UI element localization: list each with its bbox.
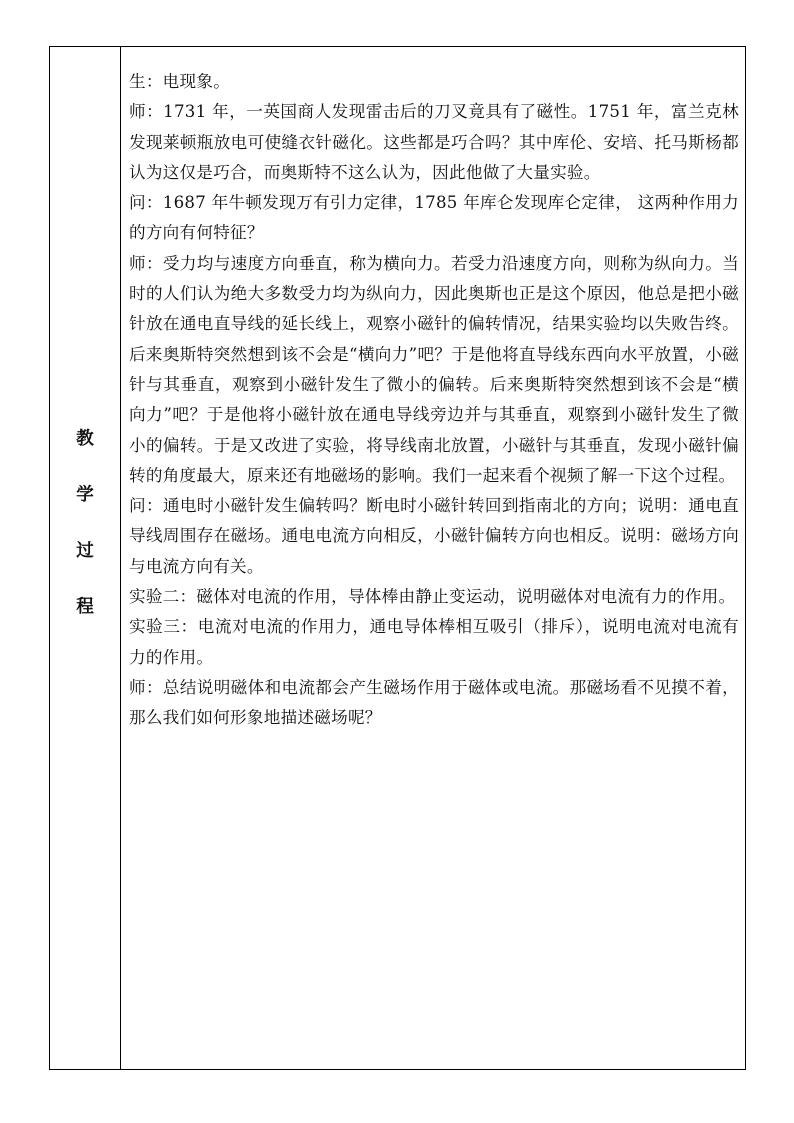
paragraph: 实验二：磁体对电流的作用，导体棒由静止变运动，说明磁体对电流有力的作用。 — [129, 587, 736, 607]
section-label-char: 教 — [76, 429, 94, 449]
section-label-char: 过 — [76, 541, 94, 561]
paragraph: 师：总结说明磁体和电流都会产生磁场作用于磁体或电流。那磁场看不见摸不着，那么我们如何形象地描述磁场呢？ — [129, 677, 739, 728]
paragraph: 实验三：电流对电流的作用力，通电导体棒相互吸引（排斥），说明电流对电流有力的作用。 — [129, 617, 739, 667]
paragraph: 生：电现象。 — [129, 72, 231, 91]
paragraph: 师：受力均与速度方向垂直，称为横向力。若受力沿速度方向，则称为纵向力。当时的人们认为绝大多数受力均为纵向力，因此奥斯也正是这个原因，他总是把小磁针放在通电直导线的延长线上，观察小磁针的偏转情况，结果实验均以失败告终。后来奥斯特突然想到该不会是“横向力”吧？于是他将直导线东西向水平放置，小磁针与其垂直，观察到小磁针发生了微小的偏转。后来奥斯特突然想到该不会是“横向力”吧？于是他将小磁针放在通电导线旁边并与其垂直，观察到小磁针发生了微小的偏转。于是又改进了实验，将导线南北放置，小磁针与其垂直，发现小磁针偏转的角度最大，原来还有地磁场的影响。我们一起来看个视频了解一下这个过程。 — [129, 253, 739, 485]
lesson-table — [49, 46, 746, 1070]
paragraph: 师：1731 年，一英国商人发现雷击后的刀叉竟具有了磁性。1751 年，富兰克林发现莱顿瓶放电可使缝衣针磁化。这些都是巧合吗？其中库伦、安培、托马斯杨都认为这仅是巧合，而奥斯特不这么认为，因此他做了大量实验。 — [129, 102, 739, 182]
paragraph: 问：通电时小磁针发生偏转吗？断电时小磁针转回到指南北的方向；说明：通电直导线周围存在磁场。通电电流方向相反，小磁针偏转方向也相反。说明：磁场方向与电流方向有关。 — [129, 496, 739, 576]
section-label — [50, 429, 120, 653]
section-label-char: 学 — [76, 485, 94, 505]
section-label-char: 程 — [76, 597, 94, 617]
paragraph: 问：1687 年牛顿发现万有引力定律，1785 年库仑发现库仑定律， 这两种作用力的方向有何特征？ — [129, 193, 739, 243]
content-cell — [121, 47, 745, 1069]
section-label-cell — [50, 47, 121, 1069]
